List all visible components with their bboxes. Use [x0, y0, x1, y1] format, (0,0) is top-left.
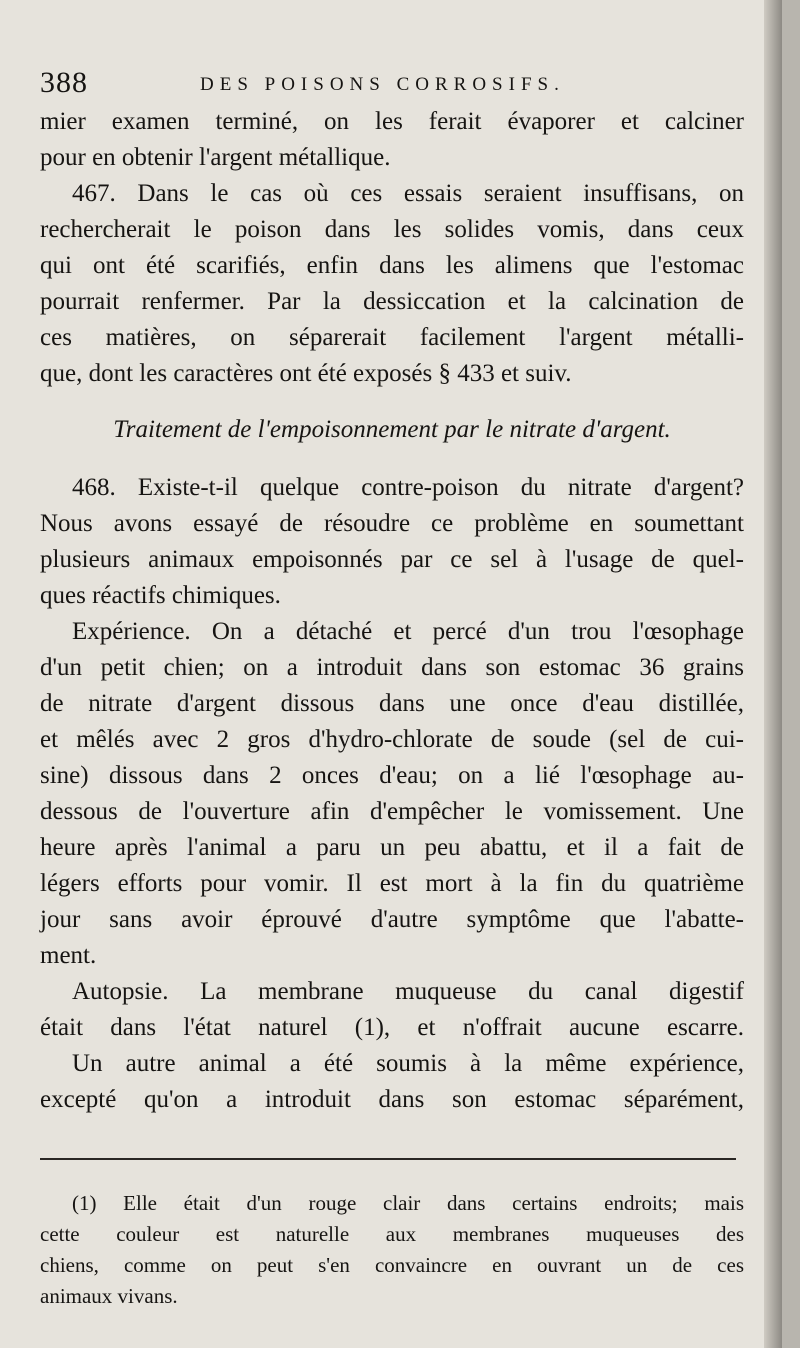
text-line: d'un petit chien; on a introduit dans son estomac 36 grains: [40, 654, 744, 681]
text-line: ques réactifs chimiques.: [40, 582, 281, 609]
page-header: [40, 66, 745, 102]
text-line: ces matières, on séparerait facilement l'argent métalli-: [40, 324, 744, 351]
footnote-line: animaux vivans.: [40, 1284, 178, 1308]
page-edge-shadow: [764, 0, 782, 1348]
text-line: jour sans avoir éprouvé d'autre symptôme que l'abatte-: [40, 906, 744, 933]
text-line: Un autre animal a été soumis à la même expérience,: [72, 1050, 744, 1077]
page-number: 388: [40, 66, 88, 99]
text-line: rechercherait le poison dans les solides vomis, dans ceux: [40, 216, 744, 243]
footnote-line: (1) Elle était d'un rouge clair dans certains endroits; mais: [72, 1191, 744, 1215]
text-line: légers efforts pour vomir. Il est mort à la fin du quatrième: [40, 870, 744, 897]
autopsie-paragraph-start: Autopsie. La membrane muqueuse du canal digestif: [72, 978, 744, 1005]
text-line: excepté qu'on a introduit dans son estomac séparément,: [40, 1086, 744, 1113]
text-line: et mêlés avec 2 gros d'hydro-chlorate de soude (sel de cui-: [40, 726, 744, 753]
experience-paragraph-start: Expérience. On a détaché et percé d'un trou l'œsophage: [72, 618, 744, 645]
text-line: mier examen terminé, on les ferait évaporer et calciner: [40, 108, 744, 135]
text-line: plusieurs animaux empoisonnés par ce sel à l'usage de quel-: [40, 546, 744, 573]
running-head: DES POISONS CORROSIFS.: [200, 74, 565, 95]
text-line: ment.: [40, 942, 97, 969]
text-line: qui ont été scarifiés, enfin dans les alimens que l'estomac: [40, 252, 744, 279]
footnote-line: chiens, comme on peut s'en convaincre en ouvrant un de ces: [40, 1253, 744, 1277]
body-text: [40, 104, 744, 1118]
section-heading: Traitement de l'empoisonnement par le nitrate d'argent.: [113, 416, 671, 443]
text-line: pourrait renfermer. Par la dessiccation et la calcination de: [40, 288, 744, 315]
footnote-line: cette couleur est naturelle aux membranes muqueuses des: [40, 1222, 744, 1246]
paragraph-468-start: 468. Existe-t-il quelque contre-poison du nitrate d'argent?: [72, 474, 744, 501]
text-line: dessous de l'ouverture afin d'empêcher le vomissement. Une: [40, 798, 744, 825]
text-line: de nitrate d'argent dissous dans une once d'eau distillée,: [40, 690, 744, 717]
paragraph-467-start: 467. Dans le cas où ces essais seraient insuffisans, on: [72, 180, 744, 207]
footnotes: [40, 1188, 744, 1312]
text-line: heure après l'animal a paru un peu abattu, et il a fait de: [40, 834, 744, 861]
text-line: que, dont les caractères ont été exposés § 433 et suiv.: [40, 360, 572, 387]
text-line: pour en obtenir l'argent métallique.: [40, 144, 391, 171]
text-line: était dans l'état naturel (1), et n'offrait aucune escarre.: [40, 1014, 744, 1041]
footnote-divider: [40, 1158, 736, 1160]
text-line: Nous avons essayé de résoudre ce problème en soumettant: [40, 510, 744, 537]
text-line: sine) dissous dans 2 onces d'eau; on a lié l'œsophage au-: [40, 762, 744, 789]
